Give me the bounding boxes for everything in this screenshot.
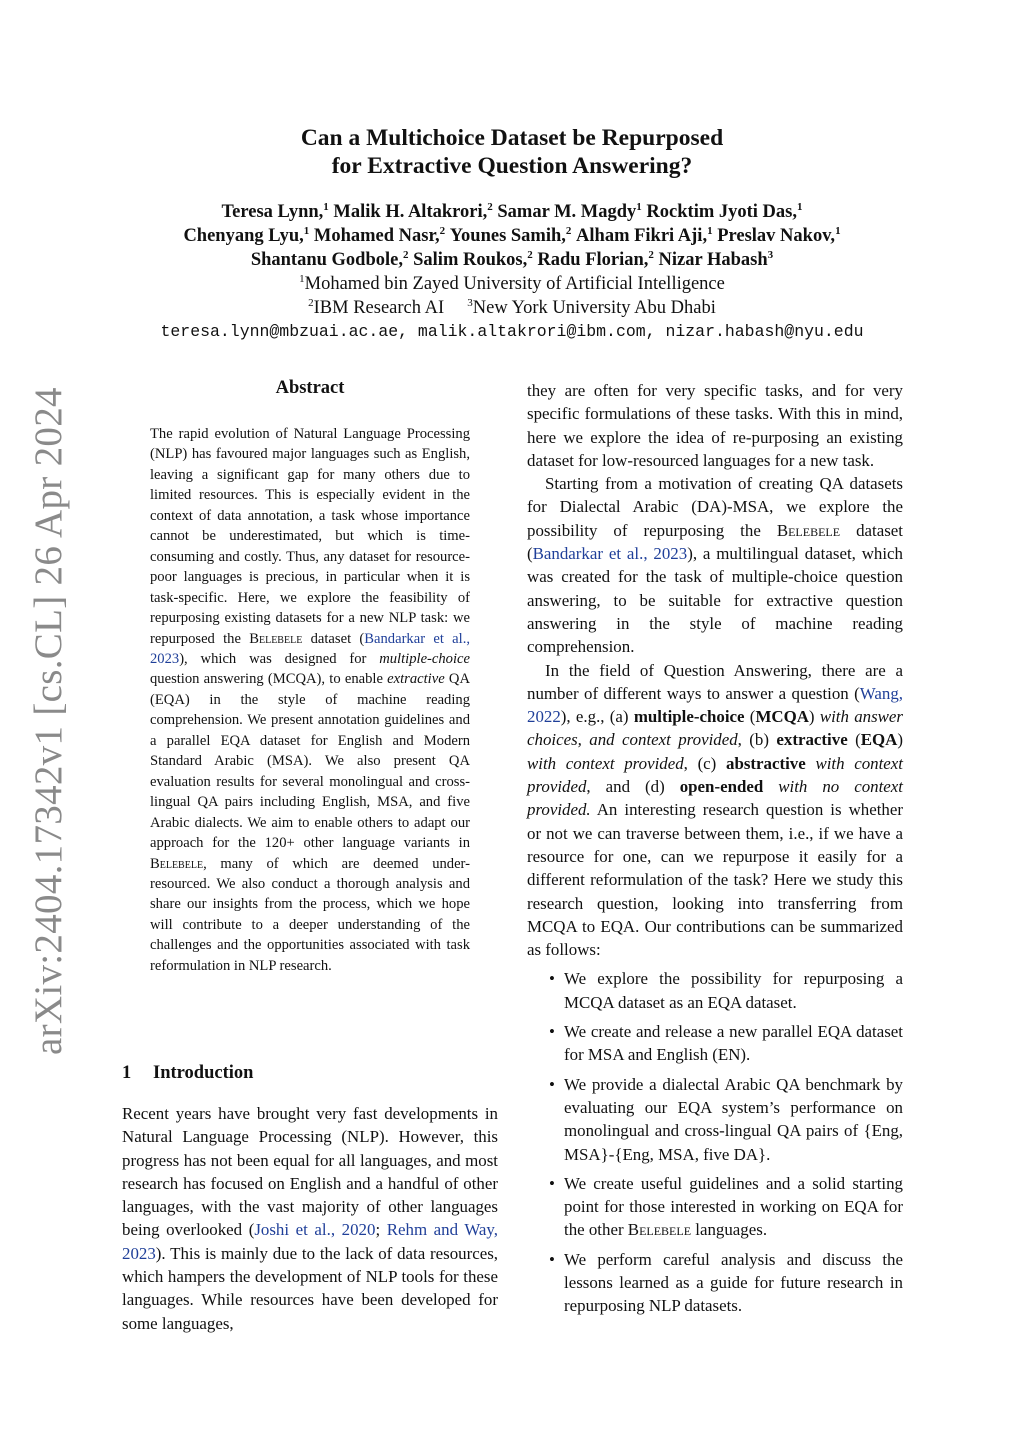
list-item: [527, 1172, 903, 1242]
text-span: with answer choices, and context provided: [527, 707, 903, 750]
text-span: ): [808, 707, 820, 727]
title-line-2: for Extractive Question Answering?: [331, 153, 693, 179]
text-span: with no context provided.: [527, 777, 903, 820]
text-span: ;: [375, 1220, 387, 1240]
author-name: Mohamed Nasr,: [313, 226, 440, 246]
section-number: 1: [122, 1063, 132, 1083]
author-name: Teresa Lynn,: [221, 202, 324, 222]
text-span: [763, 777, 778, 796]
paper-title: [0, 124, 1024, 180]
text-span: QA (EQA) in the style of machine reading comprehension. We present annotation guidelines and a parallel EQA dataset for English and Modern Standard Arabic (MSA). We also present QA evaluation results for several monolingual and cross-lingual QA pairs including English, MSA, and five Arabic dialects. We aim to enable others to adapt our approach for the 120+ other language variants in: [150, 671, 470, 852]
author-emails: teresa.lynn@mbzuai.ac.ae, malik.altakrori@ibm.com, nizar.habash@nyu.edu: [160, 322, 864, 341]
contributions-list: [527, 967, 903, 1317]
author-name: Salim Roukos,: [413, 250, 528, 270]
author-name: Samar M. Magdy: [497, 202, 637, 222]
text-span: The rapid evolution of Natural Language Processing (NLP) has favoured major languages such as English, leaving a significant gap for many others due to limited resources. This is especially evident in the context of data annotation, a task whose importance cannot be underestimated, but which is time-consuming and costly. Thus, any dataset for resource-poor languages is precious, in particular when it is task-specific. Here, we explore the feasibility of repurposing existing datasets for a new NLP task: we repurposed the: [150, 426, 470, 647]
text-span: extractive: [387, 671, 445, 688]
text-span: Recent years have brought very fast developments in Natural Language Processing (NLP). However, this progress has not been equal for all languages, and most research has focused on English and a handful of other languages, with the vast majority of other languages being overlooked (: [122, 1104, 498, 1240]
list-item: [527, 967, 903, 1014]
affiliation-marker: 2: [403, 249, 409, 261]
dataset-name: Belebele: [627, 1220, 692, 1240]
author-name: Malik H. Altakrori,: [333, 202, 488, 222]
list-item: [527, 1020, 903, 1067]
text-span: ): [897, 730, 903, 750]
author-line: [0, 224, 1024, 248]
text-span: ), a multilingual dataset, which was created for the task of multiple-choice question answering, to be suitable for extractive question answering in the style of machine reading comprehension.: [527, 544, 904, 657]
affiliation-marker: 2: [439, 225, 446, 237]
citation-link[interactable]: Wang, 2022: [527, 683, 903, 727]
author-name: Younes Samih,: [449, 226, 566, 246]
dataset-name: Belebele: [150, 855, 204, 872]
text-span: , many of which are deemed under-resourced. We also conduct a thorough analysis and share our insights from the process, which we hope will contribute to a deeper understanding of the challenges and the opportunities associated with task reformulation in NLP research.: [150, 855, 470, 974]
author-name: Preslav Nakov,: [717, 226, 836, 246]
arxiv-identifier: arXiv:2404.17342v1 [cs.CL] 26 Apr 2024: [27, 387, 70, 1055]
list-item: [527, 1248, 903, 1318]
text-span: In the field of Question Answering, there are a number of different ways to answer a question (: [527, 660, 903, 703]
author-line: [0, 248, 1024, 272]
text-span: We provide a dialectal Arabic QA benchmark by evaluating our EQA system’s performance on monolingual and cross-lingual QA pairs of {Eng, MSA}-{Eng, MSA, five DA}.: [564, 1074, 903, 1164]
paragraph: [122, 1102, 498, 1335]
affiliation-marker: 3: [467, 297, 473, 309]
text-span: open-ended: [679, 777, 764, 797]
affiliation-marker: 2: [565, 225, 572, 237]
abstract-heading: Abstract: [275, 378, 345, 398]
author-name: Chenyang Lyu,: [183, 226, 304, 246]
author-name: Nizar Habash: [658, 250, 768, 270]
affiliation-2-3: [0, 296, 1024, 320]
text-span: ), which was designed for: [179, 650, 380, 667]
text-span: question answering (MCQA), to enable: [150, 671, 388, 688]
author-name: Radu Florian,: [537, 250, 649, 270]
text-span: An interesting research question is whether or not we can traverse between them, i.e., if we have a resource for one, can we repurpose it easily for a different reformulation of the task? Here we study this research question, looking into transferring from MCQA to EQA. Our contributions can be summarized as follows:: [527, 800, 903, 960]
text-span: [806, 754, 816, 773]
author-name: Rocktim Jyoti Das,: [646, 202, 797, 222]
affiliation-marker: 2: [308, 297, 314, 309]
introduction-body-left: [122, 1102, 498, 1335]
affiliation-marker: 1: [303, 225, 310, 237]
title-line-1: Can a Multichoice Dataset be Repurposed: [300, 125, 724, 151]
text-span: We explore the possibility for repurposing a MCQA dataset as an EQA dataset.: [564, 969, 903, 1012]
citation-link[interactable]: Bandarkar et al., 2023: [532, 544, 688, 564]
affiliation-marker: 1: [796, 201, 803, 213]
affiliation-marker: 2: [487, 201, 493, 213]
affiliation-marker: 1: [299, 273, 305, 285]
affiliation-name: Mohamed bin Zayed University of Artificial Intelligence: [304, 274, 725, 294]
text-span: they are often for very specific tasks, and for very specific formulations of these tasks. With this in mind, here we explore the idea of re-purposing an existing dataset for low-resourced languages for a new task.: [527, 381, 903, 470]
paragraph: [527, 379, 903, 472]
text-span: multiple-choice: [633, 707, 745, 727]
text-span: dataset (: [527, 520, 903, 564]
affiliation-1: [0, 272, 1024, 296]
section-title: Introduction: [153, 1063, 254, 1083]
text-span: , (c): [683, 753, 726, 773]
dataset-name: Belebele: [249, 630, 303, 647]
text-span: abstractive: [726, 753, 806, 773]
text-span: We create useful guidelines and a solid starting point for those interested in working on EQA for the other: [564, 1173, 903, 1240]
text-span: EQA: [860, 730, 898, 750]
dataset-name: Belebele: [776, 520, 841, 540]
text-span: with context provided: [527, 753, 684, 773]
affiliation-marker: 1: [636, 201, 642, 213]
text-span: MCQA: [755, 707, 809, 727]
introduction-body-right: [527, 379, 903, 1318]
abstract-body: [150, 424, 470, 976]
text-span: (: [847, 730, 861, 750]
author-block: [0, 200, 1024, 344]
author-lines: [0, 200, 1024, 272]
author-name: Alham Fikri Aji,: [576, 226, 708, 246]
text-span: with context provided: [527, 753, 903, 797]
text-span: languages.: [691, 1220, 768, 1240]
paragraph: [150, 424, 470, 976]
section-heading-introduction: [122, 1063, 253, 1084]
affiliation-marker: 2: [527, 249, 533, 261]
affiliation-name: New York University Abu Dhabi: [472, 298, 716, 318]
citation-link[interactable]: Joshi et al., 2020: [254, 1220, 376, 1240]
affiliation-marker: 1: [835, 225, 841, 237]
text-span: multiple-choice: [379, 650, 470, 667]
list-item: [527, 1073, 903, 1166]
text-span: extractive: [776, 730, 848, 750]
author-line: [0, 200, 1024, 224]
paragraph: [527, 472, 903, 658]
text-span: (: [744, 707, 756, 727]
affiliation-marker: 1: [323, 201, 329, 213]
text-span: ), e.g., (a): [560, 707, 634, 727]
text-span: We create and release a new parallel EQA dataset for MSA and English (EN).: [564, 1022, 903, 1065]
affiliation-marker: 1: [707, 225, 713, 237]
citation-link[interactable]: Bandarkar et al., 2023: [150, 630, 470, 667]
text-span: We perform careful analysis and discuss the lessons learned as a guide for future research in repurposing NLP datasets.: [564, 1249, 903, 1316]
citation-link[interactable]: Rehm and Way, 2023: [122, 1220, 498, 1263]
affiliation-name: IBM Research AI: [313, 298, 445, 318]
text-span: Starting from a motivation of creating QA datasets for Dialectal Arabic (DA)-MSA, we explore the possibility of repurposing the: [527, 474, 903, 540]
affiliation-marker: 3: [767, 249, 774, 261]
affiliation-marker: 2: [648, 249, 654, 261]
author-name: Shantanu Godbole,: [250, 250, 403, 270]
text-span: , and (d): [586, 777, 680, 797]
text-span: , (b): [737, 730, 777, 750]
text-span: dataset (: [302, 630, 365, 647]
paragraph: [527, 659, 903, 962]
text-span: ). This is mainly due to the lack of data resources, which hampers the development of NLP tools for these languages. While resources have been developed for some languages,: [122, 1243, 498, 1333]
